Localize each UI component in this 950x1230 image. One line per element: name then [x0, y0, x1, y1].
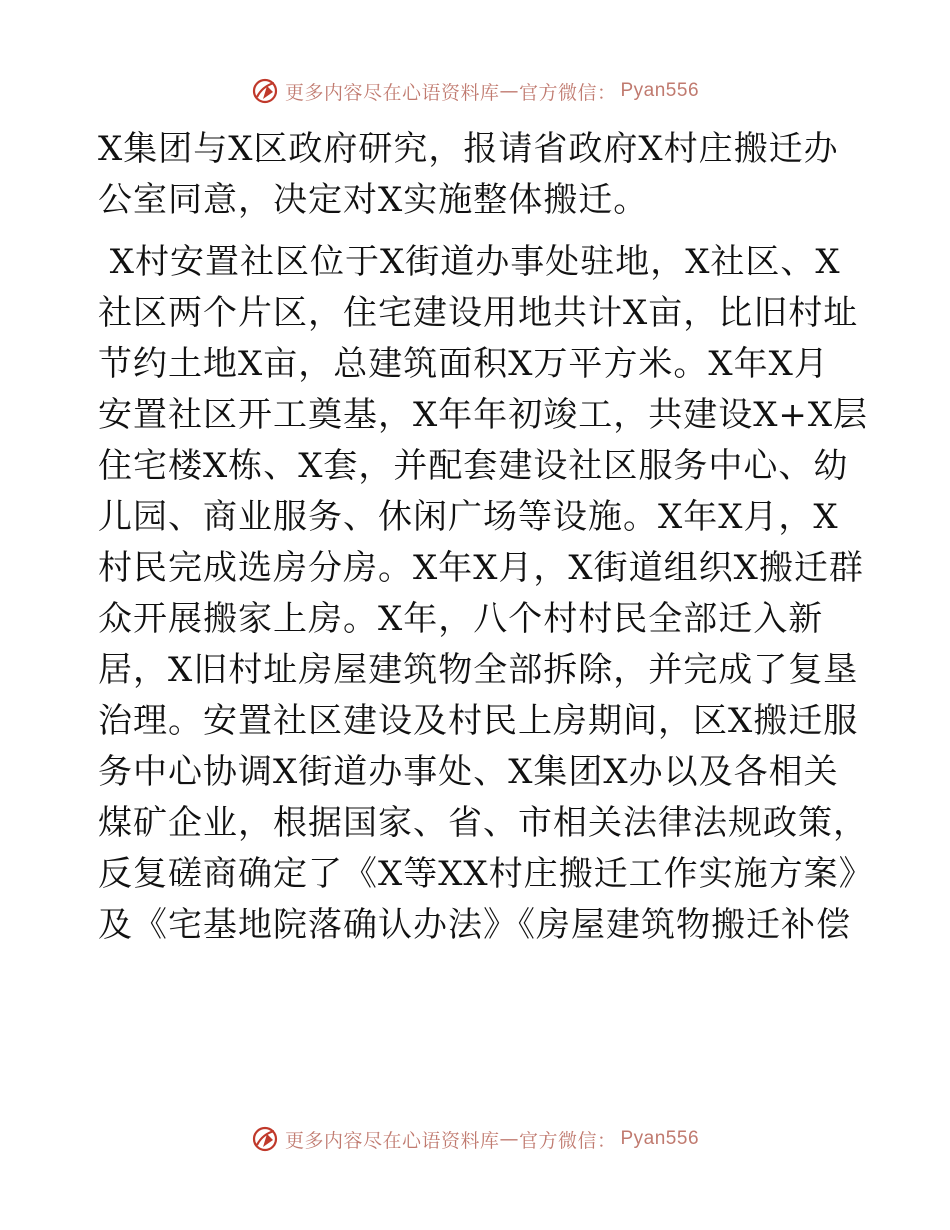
text-line: 社区两个片区，住宅建设用地共计X亩，比旧村址 — [98, 293, 859, 333]
pen-logo-icon — [251, 1125, 279, 1153]
text-line: 住宅楼X栋、X套，并配套建设社区服务中心、幼 — [98, 446, 849, 486]
text-line: 安置社区开工奠基，X年年初竣工，共建设X+X层 — [98, 395, 869, 435]
text-line: 反复磋商确定了《X等XX村庄搬迁工作实施方案》 — [98, 854, 874, 894]
watermark-text: 更多内容尽在心语资料库 — [284, 81, 500, 104]
footer-watermark — [0, 1122, 950, 1156]
text-line: 及《宅基地院落确认办法》《房屋建筑物搬迁补偿 — [98, 905, 851, 945]
watermark-id: Pyan556 — [620, 80, 700, 101]
watermark-text: 更多内容尽在心语资料库 — [284, 1129, 500, 1152]
watermark-suffix: 官方微信： — [518, 1129, 617, 1152]
document-body — [98, 124, 874, 951]
text-line: 居，X旧村址房屋建筑物全部拆除，并完成了复垦 — [98, 650, 859, 690]
watermark-separator: — — [499, 1128, 519, 1150]
text-line: 煤矿企业，根据国家、省、市相关法律法规政策， — [98, 803, 868, 843]
pen-logo-icon — [251, 77, 279, 105]
text-line: 儿园、商业服务、休闲广场等设施。X年X月，X — [98, 497, 839, 537]
text-line: 务中心协调X街道办事处、X集团X办以及各相关 — [98, 752, 839, 792]
paragraph-2 — [98, 237, 874, 951]
text-line: 治理。安置社区建设及村民上房期间，区X搬迁服 — [98, 701, 859, 741]
text-line: X集团与X区政府研究，报请省政府X村庄搬迁办 — [98, 129, 839, 169]
text-line: 村民完成选房分房。X年X月，X街道组织X搬迁群 — [98, 548, 864, 588]
watermark-id: Pyan556 — [620, 1128, 700, 1149]
watermark-separator: — — [499, 80, 519, 102]
text-line: 众开展搬家上房。X年，八个村村民全部迁入新 — [98, 599, 824, 639]
text-line: 公室同意，决定对X实施整体搬迁。 — [98, 180, 649, 220]
paragraph-1 — [98, 124, 858, 226]
watermark-suffix: 官方微信： — [518, 81, 617, 104]
header-watermark — [0, 74, 950, 108]
text-line: X村安置社区位于X街道办事处驻地，X社区、X — [98, 242, 841, 282]
text-line: 节约土地X亩，总建筑面积X万平方米。X年X月 — [98, 344, 829, 384]
